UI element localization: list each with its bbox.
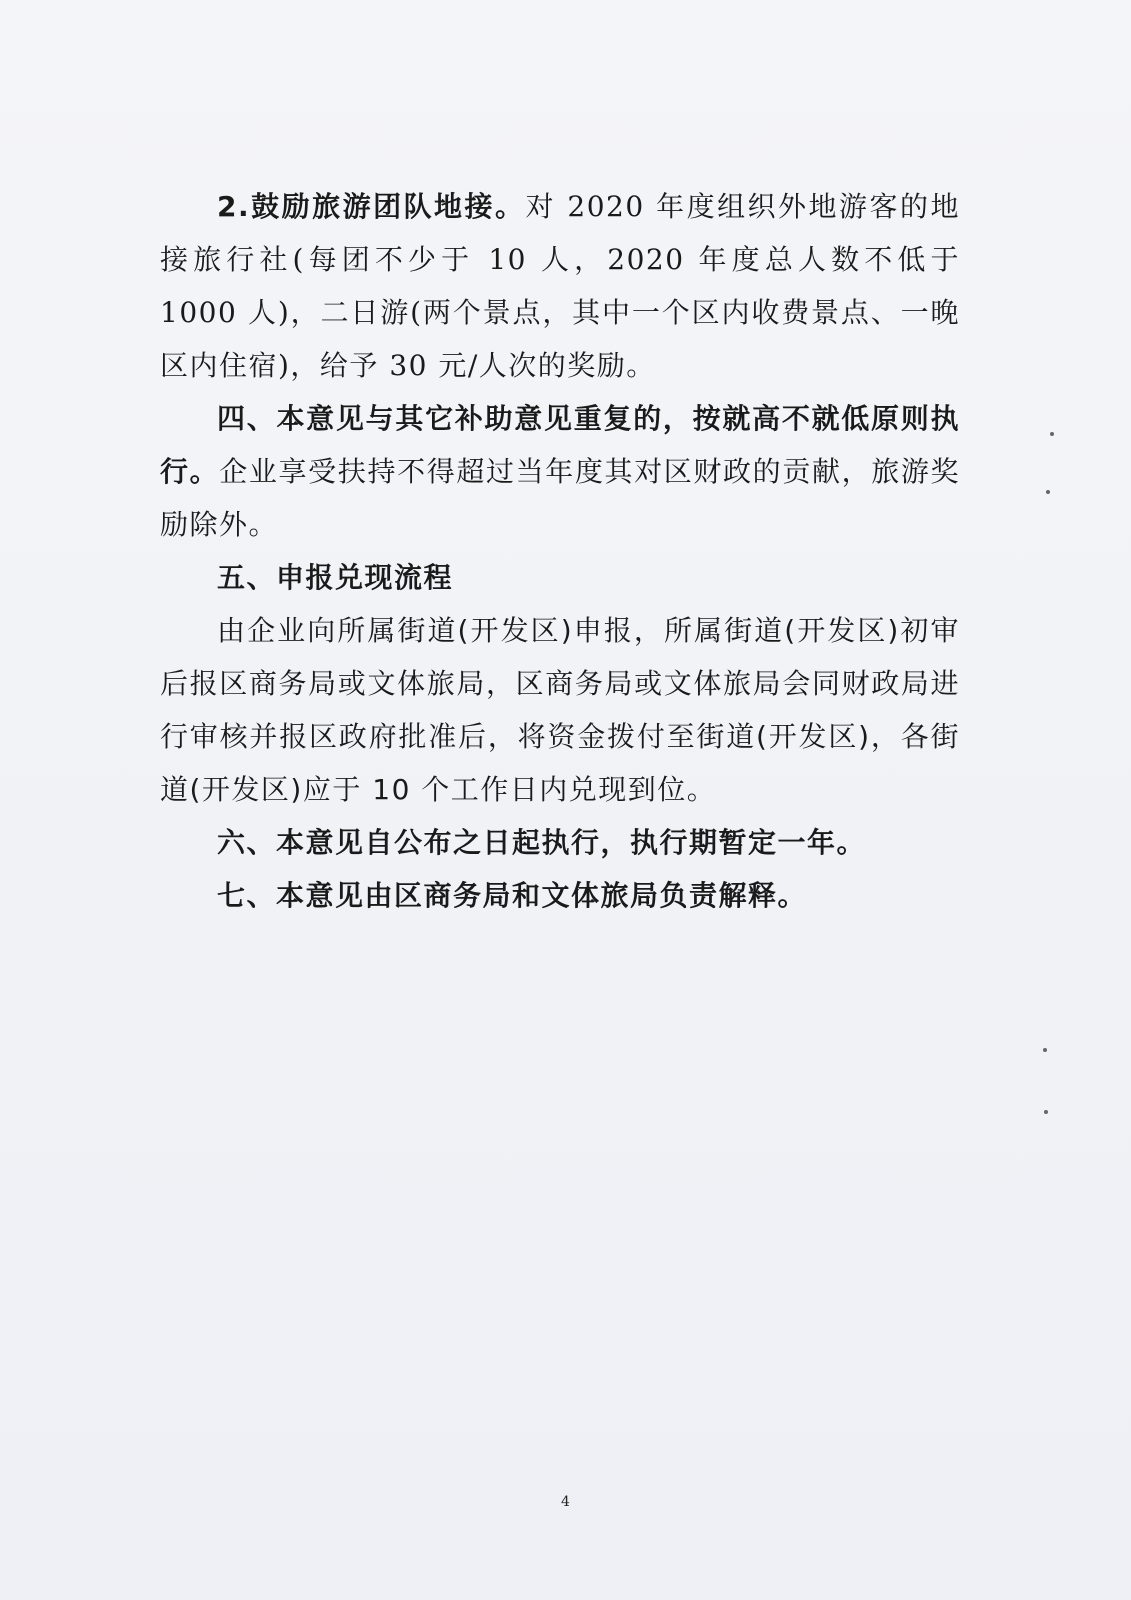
section-6-heading: 六、本意见自公布之日起执行，执行期暂定一年。 (217, 826, 867, 859)
scan-speck (1044, 1110, 1048, 1114)
scan-speck (1050, 432, 1054, 436)
paragraph-section-5 (160, 551, 960, 604)
section-5-body-text: 由企业向所属街道(开发区)申报，所属街道(开发区)初审后报区商务局或文体旅局，区商务局或文体旅局会同财政局进行审核并报区政府批准后，将资金拨付至街道(开发区)，各街道(开发区)应于 10 个工作日内兑现到位。 (160, 614, 960, 806)
paragraph-section-6 (160, 816, 960, 869)
section-5-heading: 五、申报兑现流程 (217, 561, 454, 594)
scan-speck (1046, 490, 1050, 494)
paragraph-section-5-body (160, 604, 960, 816)
scan-speck (1043, 1048, 1047, 1052)
page-number: 4 (561, 1494, 570, 1510)
item-2-text: 对 2020 年度组织外地游客的地接旅行社(每团不少于 10 人，2020 年度总人数不低于 1000 人)，二日游(两个景点，其中一个区内收费景点、一晚区内住宿)，给予 30 元/人次的奖励。 (160, 190, 961, 382)
section-7-heading: 七、本意见由区商务局和文体旅局负责解释。 (217, 879, 808, 912)
paragraph-item-2 (160, 180, 960, 392)
section-4-text: 企业享受扶持不得超过当年度其对区财政的贡献，旅游奖励除外。 (160, 455, 960, 541)
item-2-lead: 2.鼓励旅游团队地接。 (217, 190, 526, 223)
paragraph-section-7 (160, 869, 960, 922)
document-body (160, 180, 960, 922)
paragraph-section-4 (160, 392, 960, 551)
section-4-heading: 四、本意见与其它补助意见重复的，按就高不就低原则执行。 (160, 402, 960, 488)
